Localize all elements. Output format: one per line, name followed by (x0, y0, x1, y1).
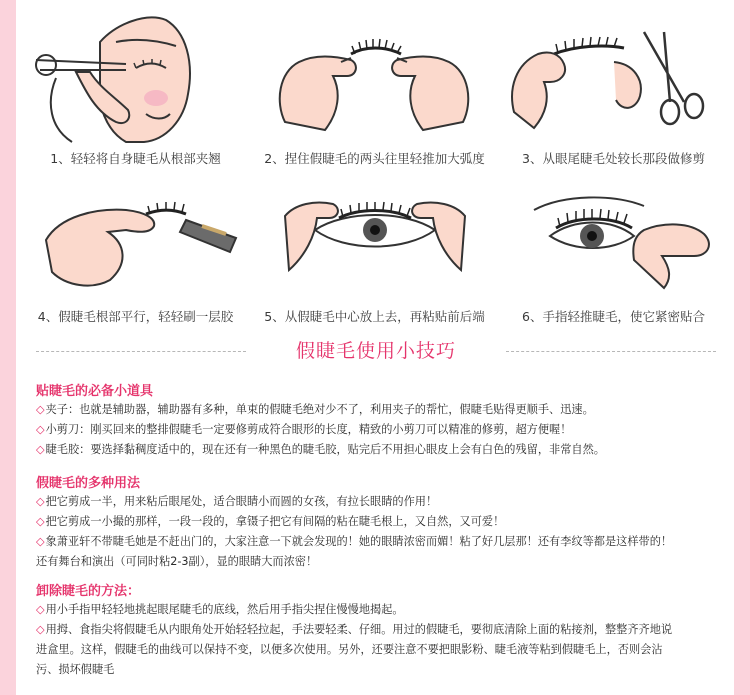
tools-section (36, 380, 726, 460)
diamond-bullet-icon: ◇ (36, 495, 45, 508)
removal-section (36, 580, 726, 680)
step-2 (255, 2, 494, 166)
removal-line: 进盒里。这样，假睫毛的曲线可以保持不变，以便多次使用。另外，还要注意不要把眼影粉、睫毛液等粘到假睫毛上，否则会沾 (36, 643, 663, 656)
diamond-bullet-icon: ◇ (36, 443, 45, 456)
diamond-bullet-icon: ◇ (36, 603, 45, 616)
diamond-bullet-icon: ◇ (36, 423, 45, 436)
removal-line: 污、损坏假睫毛 (36, 663, 115, 676)
removal-line: ◇用小手指甲轻轻地挑起眼尾睫毛的底线，然后用手指尖捏住慢慢地揭起。 (36, 603, 404, 616)
diamond-bullet-icon: ◇ (36, 623, 45, 636)
usage-line: ◇把它剪成一小撮的那样，一段一段的，拿镊子把它有间隔的粘在睫毛根上，又自然，又可爱！ (36, 515, 505, 528)
step-1 (16, 2, 255, 166)
removal-heading: 卸除睫毛的方法： (36, 584, 141, 599)
steps-grid (16, 0, 734, 324)
step-3 (494, 2, 733, 166)
usage-section (36, 472, 726, 572)
step-4 (16, 160, 255, 324)
section-title-row (36, 336, 716, 364)
tools-heading: 贴睫毛的必备小道具 (36, 384, 154, 399)
step-4-caption: 4、假睫毛根部平行，轻轻刷一层胶 (37, 309, 234, 324)
content-card (16, 0, 734, 695)
step-5-caption: 5、从假睫毛中心放上去，再粘贴前后端 (264, 309, 485, 324)
step-3-caption: 3、从眼尾睫毛处较长那段做修剪 (522, 151, 705, 166)
eyelash-curler-illustration (16, 2, 255, 147)
step-1-caption: 1、轻轻将自身睫毛从根部夹翘 (50, 151, 221, 166)
tools-line: ◇睫毛胶：要选择黏稠度适中的，现在还有一种黑色的睫毛胶，贴完后不用担心眼皮上会有白色的残留，非常自然。 (36, 443, 605, 456)
tools-line: ◇夹子：也就是辅助器，辅助器有多种，单束的假睫毛绝对少不了，利用夹子的帮忙，假睫毛贴得更顺手、迅速。 (36, 403, 594, 416)
hands-bending-lash-illustration (255, 2, 494, 147)
step-2-caption: 2、捏住假睫毛的两头往里轻推加大弧度 (264, 151, 485, 166)
diamond-bullet-icon: ◇ (36, 535, 45, 548)
glue-brushing-illustration (16, 160, 255, 305)
diamond-bullet-icon: ◇ (36, 403, 45, 416)
tools-line: ◇小剪刀：刚买回来的整排假睫毛一定要修剪成符合眼形的长度，精致的小剪刀可以精准的修剪，超方便喔！ (36, 423, 572, 436)
step-6 (494, 160, 733, 324)
scissors-trimming-illustration (494, 2, 733, 147)
placing-lash-illustration (255, 160, 494, 305)
pressing-lash-illustration (494, 160, 733, 305)
step-5 (255, 160, 494, 324)
usage-line: ◇象萧亚轩不带睫毛她是不赶出门的，大家注意一下就会发现的！她的眼睛浓密而媚！粘了好几层那！还有李纹等都是这样带的！ (36, 535, 673, 548)
diamond-bullet-icon: ◇ (36, 515, 45, 528)
usage-heading: 假睫毛的多种用法 (36, 476, 141, 491)
usage-line: ◇把它剪成一半，用来粘后眼尾处，适合眼睛小而圆的女孩，有拉长眼睛的作用！ (36, 495, 438, 508)
step-6-caption: 6、手指轻推睫毛，使它紧密贴合 (522, 309, 705, 324)
usage-line: 还有舞台和演出（可同时粘2-3副），显的眼睛大而浓密！ (36, 555, 318, 568)
section-title: 假睫毛使用小技巧 (295, 340, 456, 362)
removal-line: ◇用拇、食指尖将假睫毛从内眼角处开始轻轻拉起，手法要轻柔、仔细。用过的假睫毛，要彻底清除上面的粘接剂，整整齐齐地说 (36, 623, 673, 636)
